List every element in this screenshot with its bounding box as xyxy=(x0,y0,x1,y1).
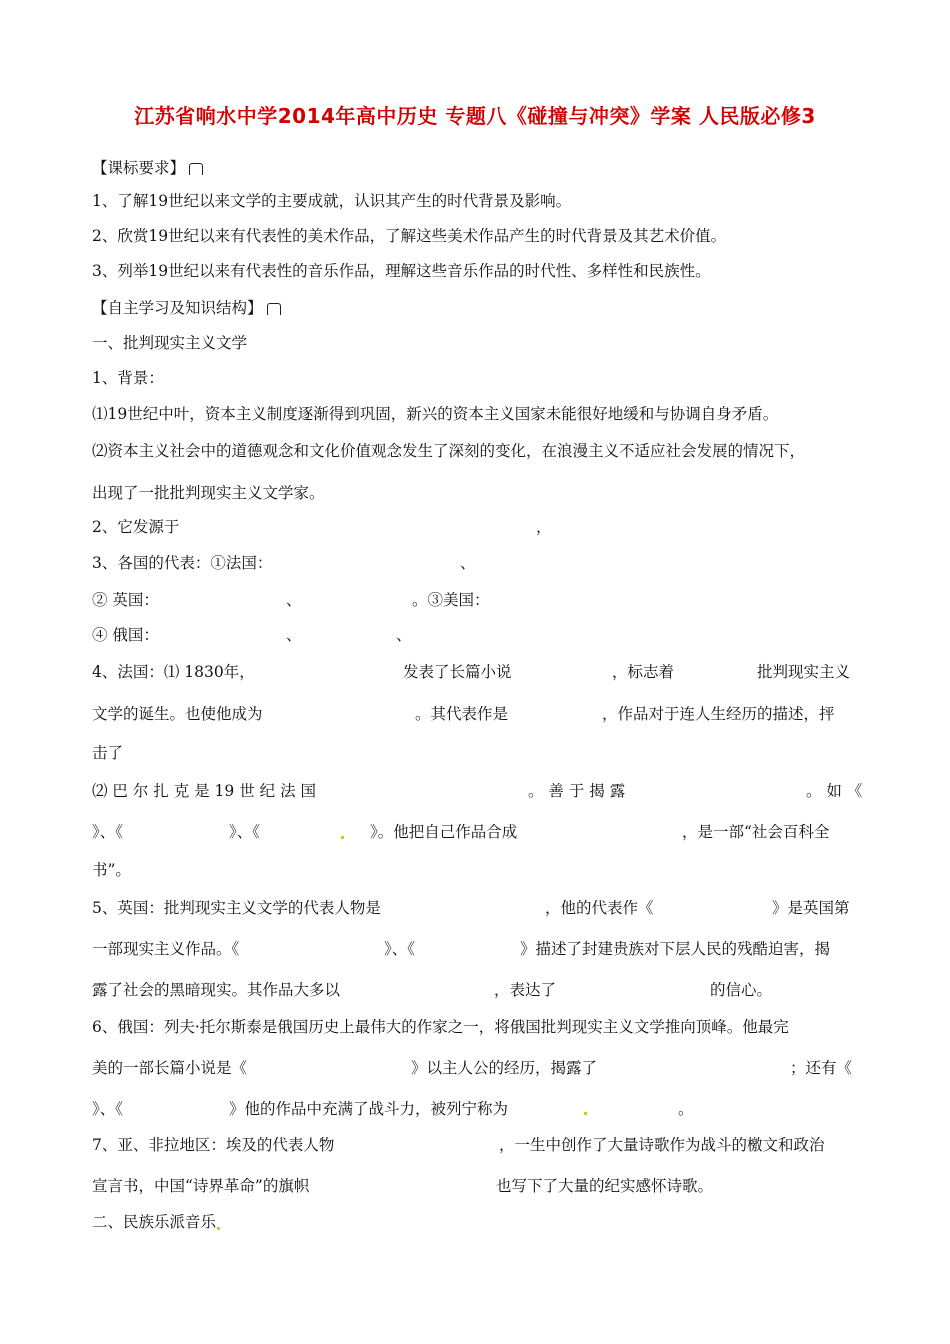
question-3: 3、各国的代表：①法国： xyxy=(92,554,273,572)
edit-mark-icon xyxy=(189,163,203,175)
stray-dot xyxy=(584,1112,587,1115)
france-line-1c: ，标志着 xyxy=(612,663,675,681)
russia-sep-2: 、 xyxy=(396,626,412,644)
russia-line: ④ 俄国： xyxy=(92,626,159,644)
balzac-line-2c: 》。他把自己作品合成 xyxy=(370,823,518,841)
balzac-line-2: 》、《 xyxy=(92,823,124,841)
france-line-1: 4、法国：⑴ 1830年， xyxy=(92,663,255,681)
england-q-line-2c: 》描述了封建贵族对下层人民的残酷迫害，揭 xyxy=(520,940,831,958)
france-line-1d: 批判现实主义 xyxy=(757,663,851,681)
part-heading-1: 一、批判现实主义文学 xyxy=(92,334,248,352)
russia-q-line-2c: ；还有《 xyxy=(790,1059,853,1077)
part-heading-2: 二、民族乐派音乐 xyxy=(92,1212,221,1232)
question-2-comma: ， xyxy=(536,518,552,536)
balzac-line-2b: 》、《 xyxy=(229,823,261,841)
russia-q-line-2b: 》以主人公的经历，揭露了 xyxy=(411,1059,598,1077)
france-line-2: 文学的诞生。也使他成为 xyxy=(92,705,263,723)
russia-q-line-3: 》、《 xyxy=(92,1100,124,1118)
france-line-2c: ，作品对于连人生经历的描述，抨 xyxy=(602,705,835,723)
standard-item-2: 2、欣赏19世纪以来有代表性的美术作品，了解这些美术作品产生的时代背景及其艺术价值。 xyxy=(92,227,727,245)
question-3-sep: 、 xyxy=(460,554,476,572)
russia-q-line-3b: 》他的作品中充满了战斗力，被列宁称为 xyxy=(229,1100,509,1118)
afro-asia-line-2: 宣言书，中国“诗界革命”的旗帜 xyxy=(92,1177,310,1195)
england-q-line-1: 5、英国：批判现实主义文学的代表人物是 xyxy=(92,899,381,917)
england-q-line-1c: 》是英国第 xyxy=(772,899,850,917)
section-heading-standards: 【课标要求】 xyxy=(92,158,203,178)
russia-q-line-1: 6、俄国：列夫·托尔斯泰是俄国历史上最伟大的作家之一，将俄国批判现实主义文学推向顶峰。他最完 xyxy=(92,1018,789,1036)
england-sep: 、 xyxy=(286,591,302,609)
background-point-2-cont: 出现了一批批判现实主义文学家。 xyxy=(92,484,325,502)
france-line-3: 击了 xyxy=(92,744,124,762)
england-q-line-2: 一部现实主义作品。《 xyxy=(92,940,240,958)
afro-asia-line-2b: 也写下了大量的纪实感怀诗歌。 xyxy=(496,1177,714,1195)
england-q-line-3b: ，表达了 xyxy=(494,981,557,999)
standard-item-3: 3、列举19世纪以来有代表性的音乐作品，理解这些音乐作品的时代性、多样性和民族性。 xyxy=(92,262,711,280)
england-line: ② 英国： xyxy=(92,591,159,609)
background-point-2: ⑵资本主义社会中的道德观念和文化价值观念发生了深刻的变化，在浪漫主义不适应社会发展的情况下， xyxy=(92,442,806,460)
section-heading-self-study: 【自主学习及知识结构】 xyxy=(92,298,281,318)
afro-asia-line-1: 7、亚、非拉地区：埃及的代表人物 xyxy=(92,1136,335,1154)
edit-mark-icon xyxy=(267,303,281,315)
france-line-2b: 。其代表作是 xyxy=(415,705,509,723)
russia-q-line-3c: 。 xyxy=(678,1100,694,1118)
background-point-1: ⑴19世纪中叶，资本主义制度逐渐得到巩固，新兴的资本主义国家未能很好地缓和与协调自身矛盾。 xyxy=(92,405,779,423)
balzac-line-2d: ，是一部“社会百科全 xyxy=(682,823,830,841)
balzac-line-1c: 。 如 《 xyxy=(806,782,863,800)
russia-q-line-2: 美的一部长篇小说是《 xyxy=(92,1059,248,1077)
russia-sep-1: 、 xyxy=(286,626,302,644)
england-q-line-1b: ，他的代表作《 xyxy=(545,899,654,917)
background-title: 1、背景： xyxy=(92,369,164,387)
america-line: 。③美国： xyxy=(412,591,490,609)
england-q-line-2b: 》、《 xyxy=(384,940,416,958)
france-line-1b: 发表了长篇小说 xyxy=(403,663,512,681)
stray-dot xyxy=(217,1227,220,1230)
afro-asia-line-1b: ，一生中创作了大量诗歌作为战斗的檄文和政治 xyxy=(499,1136,825,1154)
page-title: 江苏省响水中学2014年高中历史 专题八《碰撞与冲突》学案 人民版必修3 xyxy=(134,104,816,128)
standard-item-1: 1、了解19世纪以来文学的主要成就，认识其产生的时代背景及影响。 xyxy=(92,192,572,210)
england-q-line-3c: 的信心。 xyxy=(710,981,773,999)
stray-dot xyxy=(341,836,344,839)
england-q-line-3: 露了社会的黑暗现实。其作品大多以 xyxy=(92,981,341,999)
balzac-line-3: 书”。 xyxy=(92,861,131,879)
question-2: 2、它发源于 xyxy=(92,518,180,536)
balzac-line-1b: 。 善 于 揭 露 xyxy=(528,782,626,800)
balzac-line-1: ⑵ 巴 尔 扎 克 是 19 世 纪 法 国 xyxy=(92,782,316,800)
